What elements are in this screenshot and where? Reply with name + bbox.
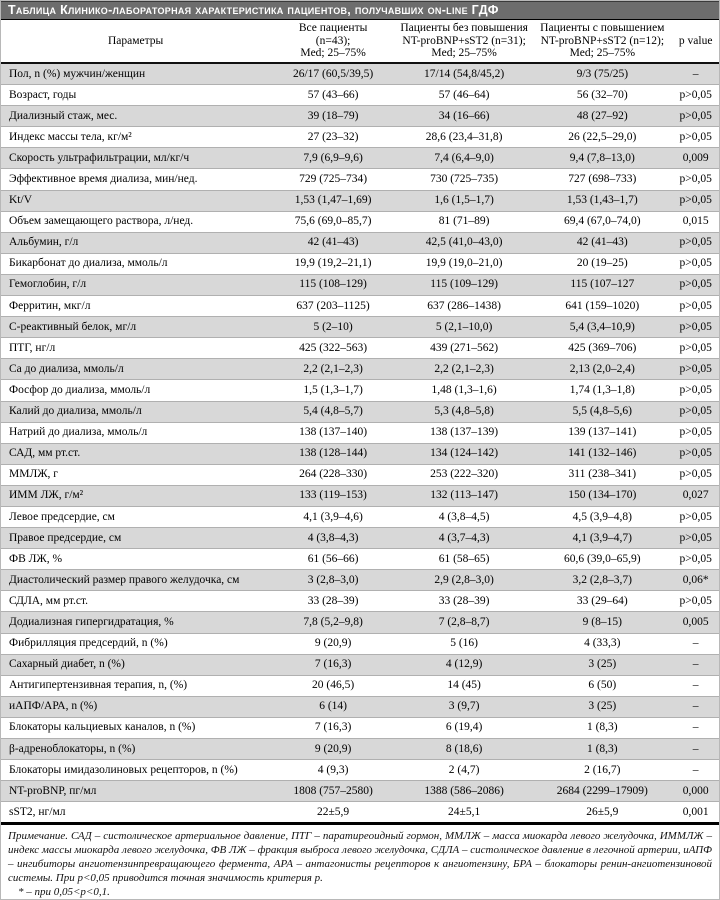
cell-all-patients: 7 (16,3) bbox=[270, 717, 396, 738]
cell-parameter: Натрий до диализа, ммоль/л bbox=[1, 422, 270, 443]
cell-all-patients: 115 (108–129) bbox=[270, 274, 396, 295]
cell-all-patients: 138 (137–140) bbox=[270, 422, 396, 443]
cell-p-value: p>0,05 bbox=[672, 127, 719, 148]
header-parameters bbox=[1, 20, 270, 63]
cell-all-patients: 637 (203–1125) bbox=[270, 296, 396, 317]
header-p-value-label: p value bbox=[678, 34, 713, 47]
cell-parameter: Ферритин, мкг/л bbox=[1, 296, 270, 317]
cell-all-patients: 6 (14) bbox=[270, 696, 396, 717]
cell-parameter: NT-proBNP, пг/мл bbox=[1, 781, 270, 802]
cell-p-value: – bbox=[672, 63, 719, 85]
cell-p-value: p>0,05 bbox=[672, 317, 719, 338]
footnote-note: Примечание. САД – систолическое артериальное давление, ПТГ – паратиреоидный гормон, ММЛЖ – масса миокарда левого желудочка, ИММЛЖ – индекс массы миокарда левого желудочка, ФВ ЛЖ – фракция выброса левого желудочка, СДЛА – систолическое давление в легочной артерии, иАПФ – ингибиторы ангиотензинпревращающего фермента, АРА – антагонисты рецепторов к ангиотензину, БРА – блокаторы ренин-ангиотензиновой системы. При p<0,05 приводится точная значимость критерия p. bbox=[8, 830, 712, 885]
cell-with-elevation: 115 (107–127 bbox=[532, 274, 672, 295]
cell-with-elevation: 1 (8,3) bbox=[532, 717, 672, 738]
cell-with-elevation: 2684 (2299–17909) bbox=[532, 781, 672, 802]
cell-no-elevation: 4 (3,8–4,5) bbox=[396, 506, 532, 527]
table-title: Таблица Клинико-лабораторная характеристика пациентов, получавших on-line ГДФ bbox=[8, 3, 499, 17]
cell-parameter: Гемоглобин, г/л bbox=[1, 274, 270, 295]
cell-all-patients: 1,5 (1,3–1,7) bbox=[270, 380, 396, 401]
cell-with-elevation: 3 (25) bbox=[532, 696, 672, 717]
table-row bbox=[1, 401, 719, 422]
table-row bbox=[1, 211, 719, 232]
cell-parameter: ПТГ, нг/л bbox=[1, 338, 270, 359]
cell-all-patients: 4,1 (3,9–4,6) bbox=[270, 506, 396, 527]
cell-p-value: p>0,05 bbox=[672, 190, 719, 211]
cell-all-patients: 75,6 (69,0–85,7) bbox=[270, 211, 396, 232]
cell-all-patients: 61 (56–66) bbox=[270, 549, 396, 570]
cell-all-patients: 9 (20,9) bbox=[270, 739, 396, 760]
cell-p-value: p>0,05 bbox=[672, 232, 719, 253]
header-all-patients: Все пациенты (n=43); Med; 25–75% bbox=[270, 20, 396, 63]
cell-parameter: Фибрилляция предсердий, n (%) bbox=[1, 633, 270, 654]
cell-no-elevation: 5 (2,1–10,0) bbox=[396, 317, 532, 338]
cell-all-patients: 1808 (757–2580) bbox=[270, 781, 396, 802]
cell-parameter: Скорость ультрафильтрации, мл/кг/ч bbox=[1, 148, 270, 169]
header-p-value bbox=[672, 20, 719, 63]
cell-all-patients: 133 (119–153) bbox=[270, 485, 396, 506]
cell-all-patients: 138 (128–144) bbox=[270, 443, 396, 464]
cell-p-value: – bbox=[672, 760, 719, 781]
cell-with-elevation: 5,5 (4,8–5,6) bbox=[532, 401, 672, 422]
cell-with-elevation: 5,4 (3,4–10,9) bbox=[532, 317, 672, 338]
cell-parameter: Са до диализа, ммоль/л bbox=[1, 359, 270, 380]
cell-parameter: Блокаторы имидазолиновых рецепторов, n (%) bbox=[1, 760, 270, 781]
cell-all-patients: 7,9 (6,9–9,6) bbox=[270, 148, 396, 169]
cell-with-elevation: 641 (159–1020) bbox=[532, 296, 672, 317]
cell-no-elevation: 28,6 (23,4–31,8) bbox=[396, 127, 532, 148]
cell-p-value: – bbox=[672, 633, 719, 654]
table-row bbox=[1, 169, 719, 190]
table-footnote bbox=[1, 825, 719, 899]
cell-parameter: Kt/V bbox=[1, 190, 270, 211]
cell-no-elevation: 5 (16) bbox=[396, 633, 532, 654]
cell-with-elevation: 6 (50) bbox=[532, 675, 672, 696]
cell-no-elevation: 33 (28–39) bbox=[396, 591, 532, 612]
cell-all-patients: 19,9 (19,2–21,1) bbox=[270, 253, 396, 274]
footnote-asterisk: * – при 0,05<p<0,1. bbox=[18, 886, 110, 899]
cell-parameter: Эффективное время диализа, мин/нед. bbox=[1, 169, 270, 190]
cell-all-patients: 57 (43–66) bbox=[270, 85, 396, 106]
cell-parameter: β-адреноблокаторы, n (%) bbox=[1, 739, 270, 760]
cell-all-patients: 5,4 (4,8–5,7) bbox=[270, 401, 396, 422]
cell-with-elevation: 311 (238–341) bbox=[532, 464, 672, 485]
cell-p-value: p>0,05 bbox=[672, 359, 719, 380]
header-no-elevation: Пациенты без повышения NT-proBNP+sST2 (n=31); Med; 25–75% bbox=[396, 20, 532, 63]
cell-p-value: p>0,05 bbox=[672, 338, 719, 359]
cell-parameter: Бикарбонат до диализа, ммоль/л bbox=[1, 253, 270, 274]
cell-no-elevation: 7 (2,8–8,7) bbox=[396, 612, 532, 633]
cell-all-patients: 1,53 (1,47–1,69) bbox=[270, 190, 396, 211]
cell-p-value: p>0,05 bbox=[672, 380, 719, 401]
cell-no-elevation: 7,4 (6,4–9,0) bbox=[396, 148, 532, 169]
cell-with-elevation: 26±5,9 bbox=[532, 802, 672, 824]
table-row bbox=[1, 317, 719, 338]
cell-no-elevation: 115 (109–129) bbox=[396, 274, 532, 295]
cell-p-value: 0,06* bbox=[672, 570, 719, 591]
cell-all-patients: 26/17 (60,5/39,5) bbox=[270, 63, 396, 85]
cell-no-elevation: 34 (16–66) bbox=[396, 106, 532, 127]
cell-with-elevation: 48 (27–92) bbox=[532, 106, 672, 127]
table-row bbox=[1, 612, 719, 633]
table-row bbox=[1, 528, 719, 549]
table-row bbox=[1, 380, 719, 401]
cell-all-patients: 22±5,9 bbox=[270, 802, 396, 824]
cell-p-value: – bbox=[672, 696, 719, 717]
cell-no-elevation: 81 (71–89) bbox=[396, 211, 532, 232]
table-row bbox=[1, 274, 719, 295]
cell-p-value: 0,000 bbox=[672, 781, 719, 802]
cell-no-elevation: 3 (9,7) bbox=[396, 696, 532, 717]
cell-parameter: С-реактивный белок, мг/л bbox=[1, 317, 270, 338]
table-row bbox=[1, 760, 719, 781]
cell-all-patients: 5 (2–10) bbox=[270, 317, 396, 338]
cell-all-patients: 4 (9,3) bbox=[270, 760, 396, 781]
cell-all-patients: 2,2 (2,1–2,3) bbox=[270, 359, 396, 380]
cell-no-elevation: 132 (113–147) bbox=[396, 485, 532, 506]
table-row bbox=[1, 591, 719, 612]
cell-all-patients: 4 (3,8–4,3) bbox=[270, 528, 396, 549]
cell-no-elevation: 253 (222–320) bbox=[396, 464, 532, 485]
cell-p-value: p>0,05 bbox=[672, 106, 719, 127]
cell-p-value: p>0,05 bbox=[672, 549, 719, 570]
cell-parameter: САД, мм рт.ст. bbox=[1, 443, 270, 464]
table-row bbox=[1, 338, 719, 359]
header-parameters-label: Параметры bbox=[107, 34, 164, 47]
cell-no-elevation: 138 (137–139) bbox=[396, 422, 532, 443]
cell-all-patients: 264 (228–330) bbox=[270, 464, 396, 485]
cell-no-elevation: 24±5,1 bbox=[396, 802, 532, 824]
cell-with-elevation: 4 (33,3) bbox=[532, 633, 672, 654]
cell-no-elevation: 57 (46–64) bbox=[396, 85, 532, 106]
cell-no-elevation: 2,2 (2,1–2,3) bbox=[396, 359, 532, 380]
table-row bbox=[1, 570, 719, 591]
cell-p-value: p>0,05 bbox=[672, 401, 719, 422]
cell-with-elevation: 33 (29–64) bbox=[532, 591, 672, 612]
cell-parameter: Альбумин, г/л bbox=[1, 232, 270, 253]
cell-parameter: ММЛЖ, г bbox=[1, 464, 270, 485]
cell-p-value: p>0,05 bbox=[672, 85, 719, 106]
cell-with-elevation: 1 (8,3) bbox=[532, 739, 672, 760]
cell-with-elevation: 727 (698–733) bbox=[532, 169, 672, 190]
cell-p-value: – bbox=[672, 675, 719, 696]
cell-p-value: p>0,05 bbox=[672, 591, 719, 612]
cell-parameter: Антигипертензивная терапия, n, (%) bbox=[1, 675, 270, 696]
cell-with-elevation: 42 (41–43) bbox=[532, 232, 672, 253]
cell-with-elevation: 69,4 (67,0–74,0) bbox=[532, 211, 672, 232]
cell-no-elevation: 2 (4,7) bbox=[396, 760, 532, 781]
cell-parameter: Фосфор до диализа, ммоль/л bbox=[1, 380, 270, 401]
cell-no-elevation: 17/14 (54,8/45,2) bbox=[396, 63, 532, 85]
cell-parameter: Блокаторы кальциевых каналов, n (%) bbox=[1, 717, 270, 738]
cell-with-elevation: 9 (8–15) bbox=[532, 612, 672, 633]
cell-with-elevation: 2 (16,7) bbox=[532, 760, 672, 781]
cell-with-elevation: 3 (25) bbox=[532, 654, 672, 675]
cell-p-value: p>0,05 bbox=[672, 422, 719, 443]
cell-parameter: ИММ ЛЖ, г/м² bbox=[1, 485, 270, 506]
cell-with-elevation: 1,53 (1,43–1,7) bbox=[532, 190, 672, 211]
cell-with-elevation: 1,74 (1,3–1,8) bbox=[532, 380, 672, 401]
cell-no-elevation: 4 (12,9) bbox=[396, 654, 532, 675]
cell-no-elevation: 1,48 (1,3–1,6) bbox=[396, 380, 532, 401]
table-row bbox=[1, 506, 719, 527]
table-row bbox=[1, 106, 719, 127]
cell-no-elevation: 14 (45) bbox=[396, 675, 532, 696]
cell-with-elevation: 26 (22,5–29,0) bbox=[532, 127, 672, 148]
table-row bbox=[1, 296, 719, 317]
cell-all-patients: 7,8 (5,2–9,8) bbox=[270, 612, 396, 633]
cell-no-elevation: 439 (271–562) bbox=[396, 338, 532, 359]
cell-no-elevation: 8 (18,6) bbox=[396, 739, 532, 760]
cell-p-value: p>0,05 bbox=[672, 528, 719, 549]
cell-all-patients: 39 (18–79) bbox=[270, 106, 396, 127]
table-row bbox=[1, 633, 719, 654]
cell-with-elevation: 150 (134–170) bbox=[532, 485, 672, 506]
table-row bbox=[1, 85, 719, 106]
cell-parameter: Индекс массы тела, кг/м² bbox=[1, 127, 270, 148]
cell-with-elevation: 9/3 (75/25) bbox=[532, 63, 672, 85]
cell-with-elevation: 4,5 (3,9–4,8) bbox=[532, 506, 672, 527]
table-row bbox=[1, 127, 719, 148]
cell-with-elevation: 9,4 (7,8–13,0) bbox=[532, 148, 672, 169]
cell-p-value: – bbox=[672, 739, 719, 760]
cell-no-elevation: 6 (19,4) bbox=[396, 717, 532, 738]
cell-with-elevation: 20 (19–25) bbox=[532, 253, 672, 274]
cell-parameter: иАПФ/АРА, n (%) bbox=[1, 696, 270, 717]
table-row bbox=[1, 359, 719, 380]
cell-all-patients: 42 (41–43) bbox=[270, 232, 396, 253]
cell-with-elevation: 60,6 (39,0–65,9) bbox=[532, 549, 672, 570]
cell-all-patients: 33 (28–39) bbox=[270, 591, 396, 612]
table-row bbox=[1, 63, 719, 85]
table-row bbox=[1, 443, 719, 464]
cell-p-value: 0,009 bbox=[672, 148, 719, 169]
cell-p-value: – bbox=[672, 717, 719, 738]
cell-parameter: Сахарный диабет, n (%) bbox=[1, 654, 270, 675]
table-row bbox=[1, 717, 719, 738]
cell-parameter: Левое предсердие, см bbox=[1, 506, 270, 527]
cell-no-elevation: 1388 (586–2086) bbox=[396, 781, 532, 802]
clinical-characteristics-table bbox=[1, 20, 719, 825]
table-row bbox=[1, 802, 719, 824]
cell-with-elevation: 141 (132–146) bbox=[532, 443, 672, 464]
cell-parameter: СДЛА, мм рт.ст. bbox=[1, 591, 270, 612]
table-row bbox=[1, 696, 719, 717]
table-row bbox=[1, 422, 719, 443]
cell-with-elevation: 425 (369–706) bbox=[532, 338, 672, 359]
cell-p-value: p>0,05 bbox=[672, 464, 719, 485]
table-row bbox=[1, 675, 719, 696]
cell-all-patients: 729 (725–734) bbox=[270, 169, 396, 190]
cell-no-elevation: 1,6 (1,5–1,7) bbox=[396, 190, 532, 211]
cell-p-value: p>0,05 bbox=[672, 443, 719, 464]
table-body bbox=[1, 63, 719, 824]
cell-parameter: ФВ ЛЖ, % bbox=[1, 549, 270, 570]
cell-no-elevation: 61 (58–65) bbox=[396, 549, 532, 570]
table-row bbox=[1, 739, 719, 760]
cell-p-value: 0,015 bbox=[672, 211, 719, 232]
cell-with-elevation: 56 (32–70) bbox=[532, 85, 672, 106]
cell-no-elevation: 19,9 (19,0–21,0) bbox=[396, 253, 532, 274]
cell-with-elevation: 139 (137–141) bbox=[532, 422, 672, 443]
header-row bbox=[1, 20, 719, 63]
cell-p-value: 0,027 bbox=[672, 485, 719, 506]
table-row bbox=[1, 232, 719, 253]
table-row bbox=[1, 253, 719, 274]
cell-no-elevation: 134 (124–142) bbox=[396, 443, 532, 464]
cell-no-elevation: 730 (725–735) bbox=[396, 169, 532, 190]
cell-with-elevation: 4,1 (3,9–4,7) bbox=[532, 528, 672, 549]
cell-p-value: 0,001 bbox=[672, 802, 719, 824]
cell-no-elevation: 4 (3,7–4,3) bbox=[396, 528, 532, 549]
cell-all-patients: 27 (23–32) bbox=[270, 127, 396, 148]
cell-with-elevation: 2,13 (2,0–2,4) bbox=[532, 359, 672, 380]
table-row bbox=[1, 148, 719, 169]
cell-no-elevation: 2,9 (2,8–3,0) bbox=[396, 570, 532, 591]
cell-parameter: Правое предсердие, см bbox=[1, 528, 270, 549]
cell-all-patients: 3 (2,8–3,0) bbox=[270, 570, 396, 591]
table-header bbox=[1, 20, 719, 63]
cell-p-value: p>0,05 bbox=[672, 296, 719, 317]
table-row bbox=[1, 485, 719, 506]
cell-parameter: Объем замещающего раствора, л/нед. bbox=[1, 211, 270, 232]
cell-p-value: p>0,05 bbox=[672, 253, 719, 274]
cell-all-patients: 20 (46,5) bbox=[270, 675, 396, 696]
cell-all-patients: 425 (322–563) bbox=[270, 338, 396, 359]
table-title-bar bbox=[1, 1, 719, 20]
cell-parameter: Диастолический размер правого желудочка, см bbox=[1, 570, 270, 591]
cell-no-elevation: 637 (286–1438) bbox=[396, 296, 532, 317]
cell-parameter: Диализный стаж, мес. bbox=[1, 106, 270, 127]
table-row bbox=[1, 781, 719, 802]
cell-all-patients: 7 (16,3) bbox=[270, 654, 396, 675]
cell-parameter: Додиализная гипергидратация, % bbox=[1, 612, 270, 633]
cell-parameter: Возраст, годы bbox=[1, 85, 270, 106]
header-with-elevation: Пациенты с повышением NT-proBNP+sST2 (n=12); Med; 25–75% bbox=[532, 20, 672, 63]
cell-p-value: 0,005 bbox=[672, 612, 719, 633]
table-row bbox=[1, 549, 719, 570]
cell-no-elevation: 5,3 (4,8–5,8) bbox=[396, 401, 532, 422]
table-row bbox=[1, 190, 719, 211]
cell-with-elevation: 3,2 (2,8–3,7) bbox=[532, 570, 672, 591]
cell-p-value: – bbox=[672, 654, 719, 675]
cell-p-value: p>0,05 bbox=[672, 506, 719, 527]
cell-all-patients: 9 (20,9) bbox=[270, 633, 396, 654]
table-row bbox=[1, 464, 719, 485]
table-row bbox=[1, 654, 719, 675]
cell-parameter: Пол, n (%) мужчин/женщин bbox=[1, 63, 270, 85]
cell-no-elevation: 42,5 (41,0–43,0) bbox=[396, 232, 532, 253]
cell-parameter: sST2, нг/мл bbox=[1, 802, 270, 824]
cell-parameter: Калий до диализа, ммоль/л bbox=[1, 401, 270, 422]
cell-p-value: p>0,05 bbox=[672, 274, 719, 295]
cell-p-value: p>0,05 bbox=[672, 169, 719, 190]
